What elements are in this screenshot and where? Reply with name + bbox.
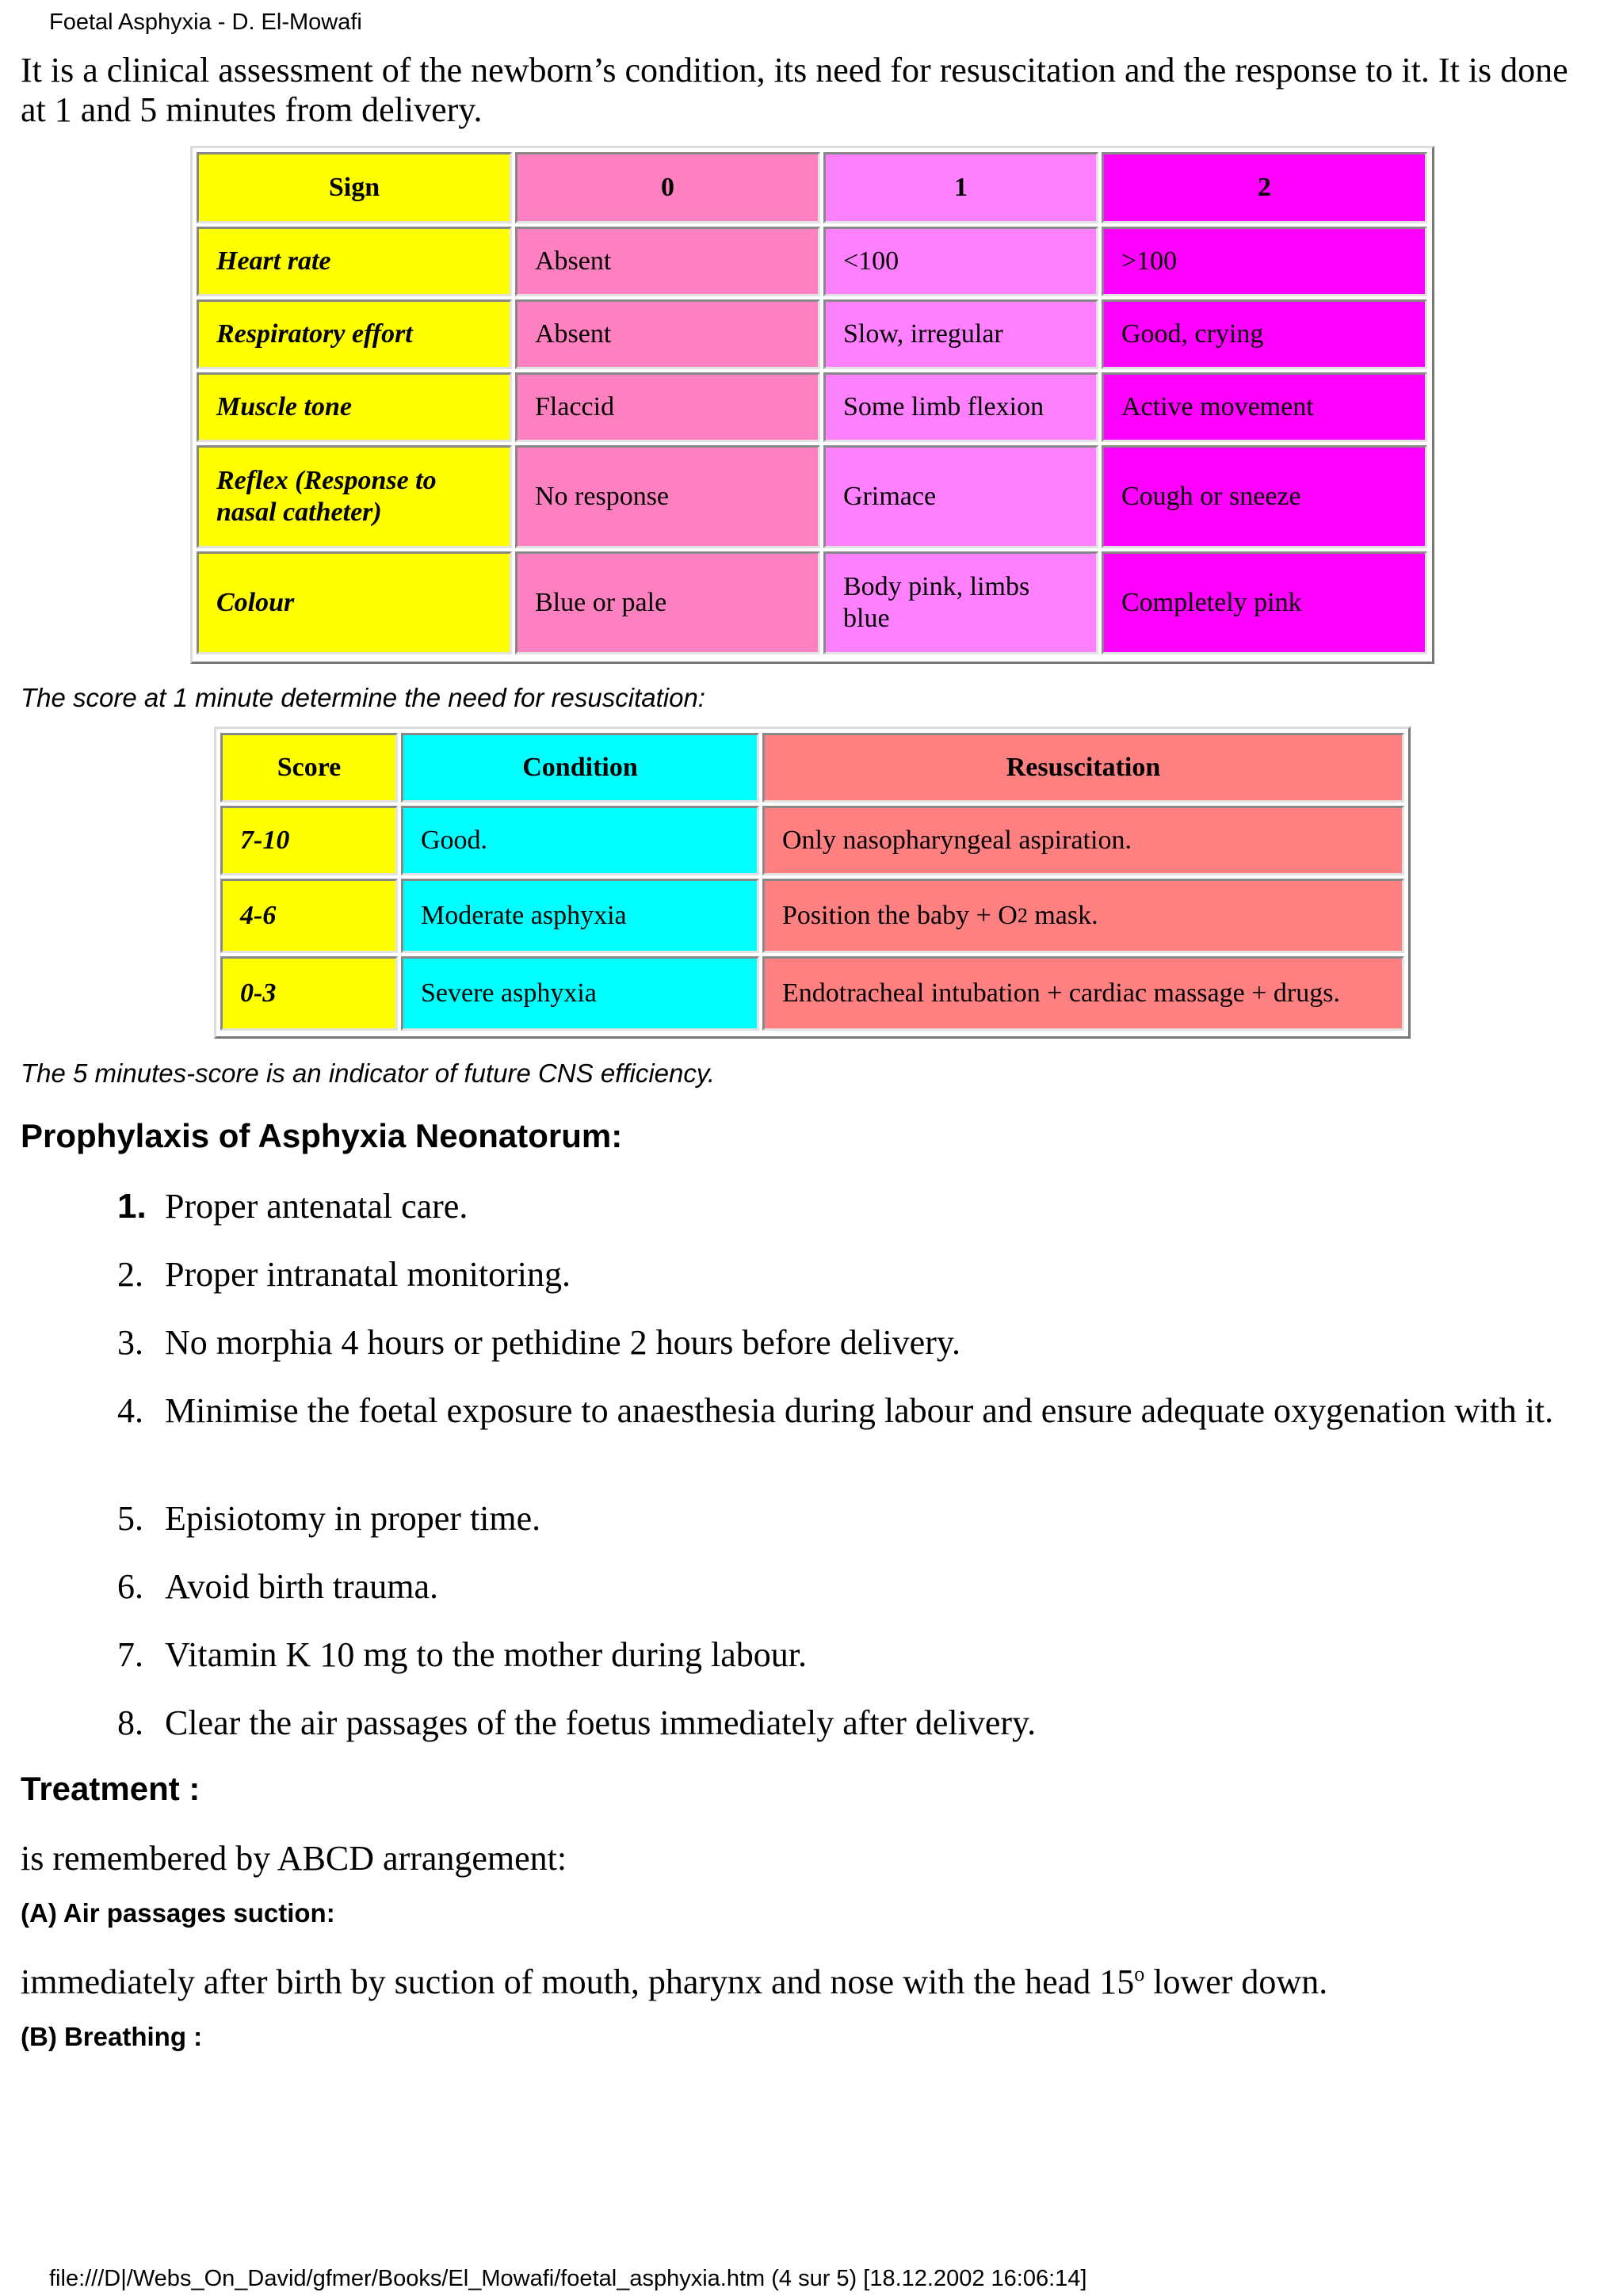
treatment-intro: is remembered by ABCD arrangement: xyxy=(21,1839,567,1878)
apgar-row-reflex-0: No response xyxy=(515,445,820,548)
list-number: 8. xyxy=(117,1703,143,1742)
list-number: 7. xyxy=(117,1635,143,1674)
treatment-b-heading: (B) Breathing : xyxy=(21,2022,203,2051)
treatment-a-heading: (A) Air passages suction: xyxy=(21,1898,335,1928)
list-item: No morphia 4 hours or pethidine 2 hours before delivery. xyxy=(165,1323,961,1362)
score-row-moderate-condition: Moderate asphyxia xyxy=(401,879,759,953)
apgar-row-muscle-tone-sign: Muscle tone xyxy=(197,372,512,442)
oxygen-subscript: 2 xyxy=(1017,904,1028,927)
apgar-row-reflex-1: Grimace xyxy=(823,445,1098,548)
list-item: Minimise the foetal exposure to anaesthesia during labour and ensure adequate oxygenation with it. xyxy=(165,1391,1554,1430)
apgar-row-muscle-tone-0: Flaccid xyxy=(515,372,820,442)
apgar-row-muscle-tone-1: Some limb flexion xyxy=(823,372,1098,442)
caption-5-minute-score: The 5 minutes-score is an indicator of future CNS efficiency. xyxy=(21,1058,716,1088)
list-item: Avoid birth trauma. xyxy=(165,1567,438,1606)
apgar-row-reflex-2: Cough or sneeze xyxy=(1102,445,1427,548)
apgar-row-heart-rate-sign: Heart rate xyxy=(197,227,512,296)
apgar-row-respiratory-sign: Respiratory effort xyxy=(197,299,512,369)
list-item: Proper intranatal monitoring. xyxy=(165,1255,571,1294)
apgar-row-heart-rate-0: Absent xyxy=(515,227,820,296)
score-row-severe-condition: Severe asphyxia xyxy=(401,956,759,1031)
treatment-heading: Treatment : xyxy=(21,1770,200,1807)
moderate-resus-text-end: mask. xyxy=(1027,901,1098,930)
list-number: 3. xyxy=(117,1323,143,1362)
apgar-header-sign: Sign xyxy=(197,152,512,223)
apgar-row-colour-sign: Colour xyxy=(197,551,512,654)
score-row-good-condition: Good. xyxy=(401,806,759,875)
score-row-good-score: 7-10 xyxy=(220,806,398,875)
score-row-severe-resuscitation: Endotracheal intubation + cardiac massage + drugs. xyxy=(762,956,1404,1031)
list-item: Clear the air passages of the foetus immediately after delivery. xyxy=(165,1703,1037,1742)
list-number: 1. xyxy=(117,1187,147,1226)
prophylaxis-heading: Prophylaxis of Asphyxia Neonatorum: xyxy=(21,1117,623,1154)
apgar-row-colour-0: Blue or pale xyxy=(515,551,820,654)
list-item: Episiotomy in proper time. xyxy=(165,1499,541,1538)
apgar-row-respiratory-1: Slow, irregular xyxy=(823,299,1098,369)
list-number: 4. xyxy=(117,1391,143,1430)
apgar-row-respiratory-0: Absent xyxy=(515,299,820,369)
list-number: 5. xyxy=(117,1499,143,1538)
apgar-header-0: 0 xyxy=(515,152,820,223)
apgar-row-colour-1: Body pink, limbs blue xyxy=(823,551,1098,654)
treatment-a-text-main: immediately after birth by suction of mouth, pharynx and nose with the head 15 xyxy=(21,1962,1135,2001)
score-header-score: Score xyxy=(220,733,398,803)
apgar-header-2: 2 xyxy=(1102,152,1427,223)
page-header-title: Foetal Asphyxia - D. El-Mowafi xyxy=(49,10,362,35)
moderate-resus-text: Position the baby + O xyxy=(782,901,1018,930)
intro-paragraph: It is a clinical assessment of the newborn’s condition, its need for resuscitation and the response to it. It is done at 1 and 5 minutes from delivery. xyxy=(21,51,1568,129)
score-header-resuscitation: Resuscitation xyxy=(762,733,1404,803)
treatment-a-text-end: lower down. xyxy=(1144,1962,1328,2001)
apgar-row-reflex-sign: Reflex (Response to nasal catheter) xyxy=(197,445,512,548)
list-number: 6. xyxy=(117,1567,143,1606)
list-number: 2. xyxy=(117,1255,143,1294)
apgar-row-respiratory-2: Good, crying xyxy=(1102,299,1427,369)
list-item: Vitamin K 10 mg to the mother during labour. xyxy=(165,1635,808,1674)
score-header-condition: Condition xyxy=(401,733,759,803)
score-row-moderate-resuscitation xyxy=(762,879,1404,953)
score-row-moderate-score: 4-6 xyxy=(220,879,398,953)
score-row-severe-score: 0-3 xyxy=(220,956,398,1031)
apgar-row-heart-rate-1: <100 xyxy=(823,227,1098,296)
apgar-row-heart-rate-2: >100 xyxy=(1102,227,1427,296)
apgar-row-muscle-tone-2: Active movement xyxy=(1102,372,1427,442)
list-item: Proper antenatal care. xyxy=(165,1187,468,1226)
caption-1-minute-score: The score at 1 minute determine the need for resuscitation: xyxy=(21,683,705,712)
apgar-row-colour-2: Completely pink xyxy=(1102,551,1427,654)
apgar-header-1: 1 xyxy=(823,152,1098,223)
page-footer-url: file:///D|/Webs_On_David/gfmer/Books/El_Mowafi/foetal_asphyxia.htm (4 sur 5) [18.12.2002 16:06:14] xyxy=(49,2266,1087,2291)
score-row-good-resuscitation: Only nasopharyngeal aspiration. xyxy=(762,806,1404,875)
degree-superscript: o xyxy=(1134,1962,1145,1985)
treatment-a-text xyxy=(21,1962,1327,2002)
